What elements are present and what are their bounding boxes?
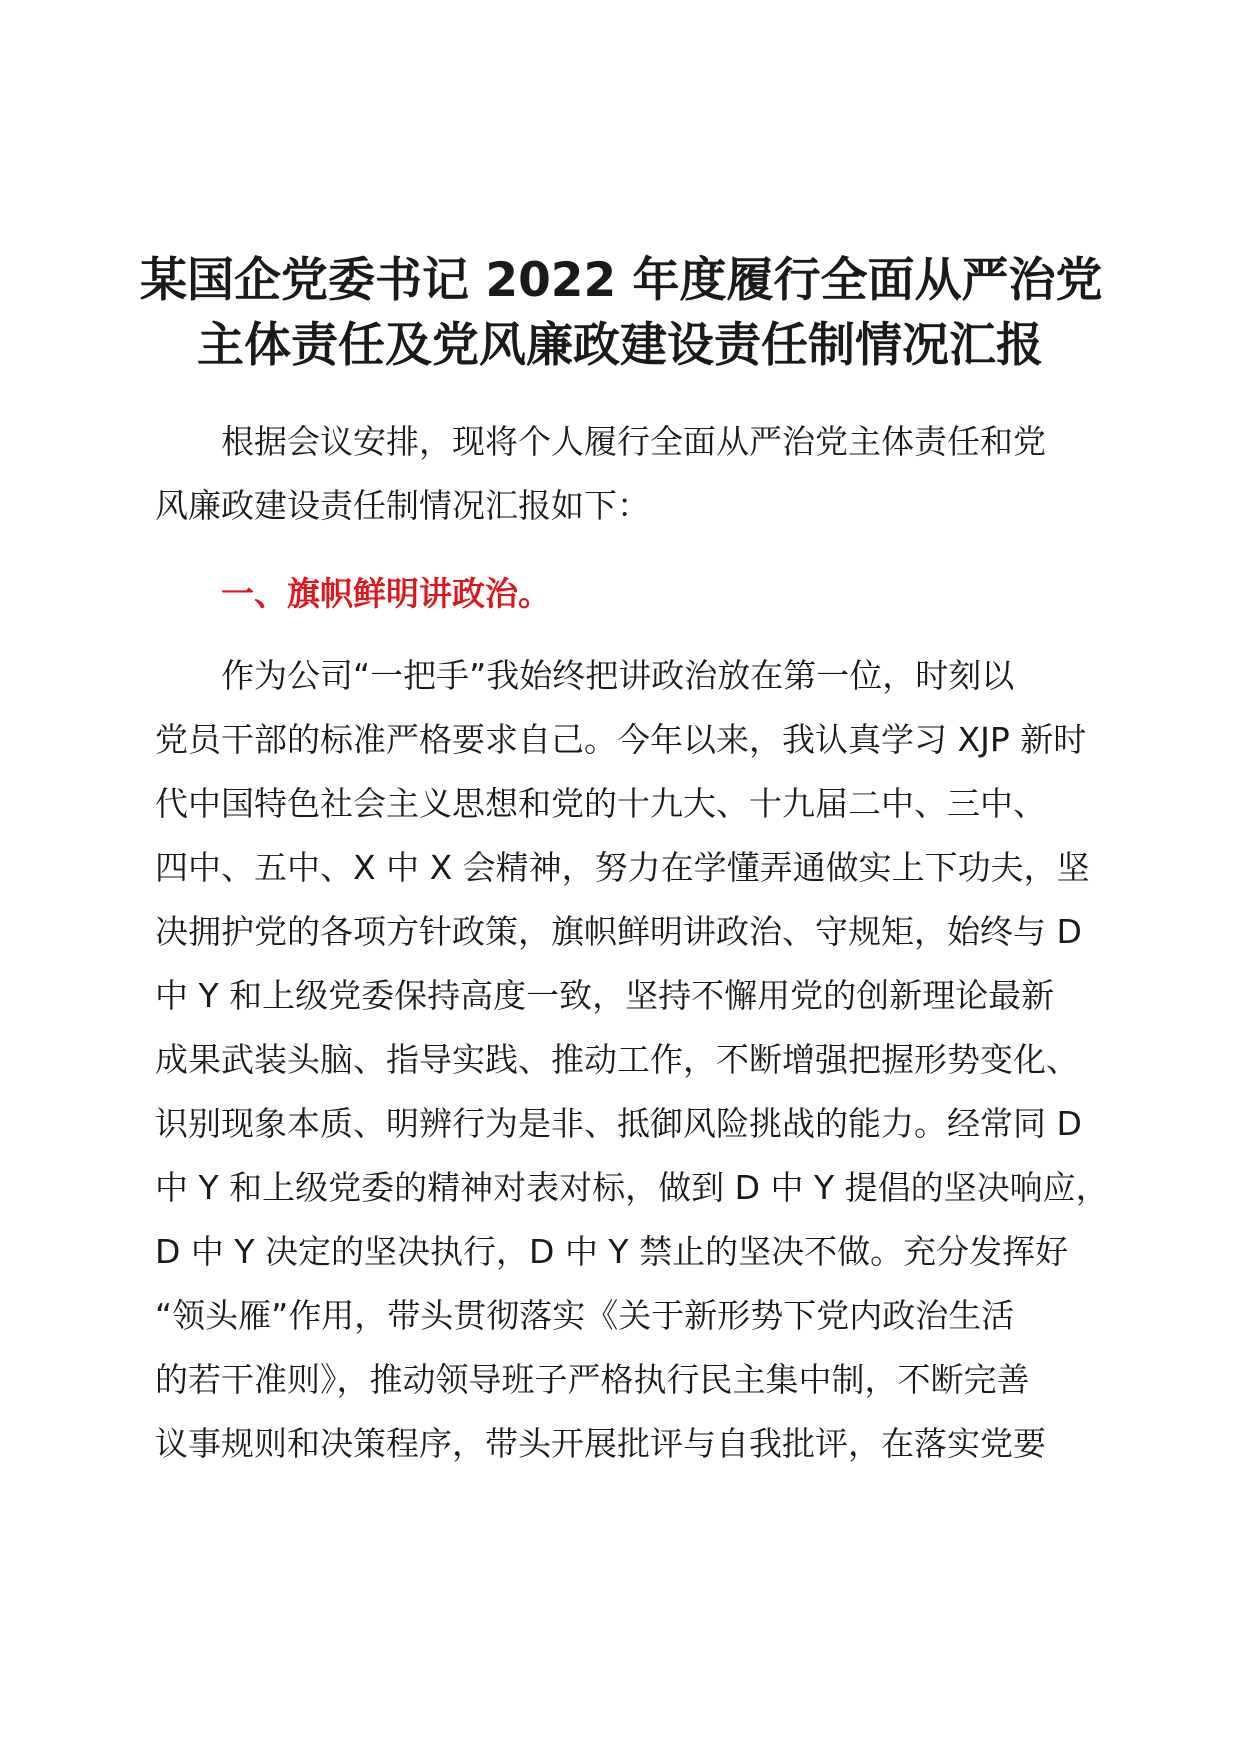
paragraph-line: 作为公司“一把手”我始终把讲政治放在第一位，时刻以 [221,656,1015,695]
paragraph-line: 代中国特色社会主义思想和党的十九大、十九届二中、三中、 [155,784,1046,823]
paragraph-line: 成果武装头脑、指导实践、推动工作，不断增强把握形势变化、 [155,1040,1079,1079]
paragraph-line: 决拥护党的各项方针政策，旗帜鲜明讲政治、守规矩，始终与 D [155,912,1082,951]
body-paragraph [155,644,1109,1476]
intro-line-2: 风廉政建设责任制情况汇报如下： [155,486,650,525]
intro-line-1: 根据会议安排，现将个人履行全面从严治党主体责任和党 [221,422,1046,461]
section-heading: 一、旗帜鲜明讲政治。 [221,574,551,613]
intro-paragraph [155,410,1095,538]
paragraph-line: 中 Y 和上级党委保持高度一致，坚持不懈用党的创新理论最新 [155,976,1055,1015]
paragraph-line: 党员干部的标准严格要求自己。今年以来，我认真学习 XJP 新时 [155,720,1087,759]
title-line-1: 某国企党委书记 2022 年度履行全面从严治党 [140,253,1103,308]
paragraph-line: 议事规则和决策程序，带头开展批评与自我批评，在落实党要 [155,1424,1046,1463]
paragraph-line: 的若干准则》，推动领导班子严格执行民主集中制，不断完善 [155,1360,1030,1399]
paragraph-line: D 中 Y 决定的坚决执行，D 中 Y 禁止的坚决不做。充分发挥好 [155,1232,1069,1271]
document-title [140,248,1103,378]
title-line-2: 主体责任及党风廉政建设责任制情况汇报 [197,318,1043,373]
paragraph-line: 识别现象本质、明辨行为是非、抵御风险挑战的能力。经常同 D [155,1104,1082,1143]
paragraph-line: 中 Y 和上级党委的精神对表对标，做到 D 中 Y 提倡的坚决响应， [155,1168,1109,1207]
paragraph-line: “领头雁”作用，带头贯彻落实《关于新形势下党内政治生活 [155,1296,1015,1335]
paragraph-line: 四中、五中、X 中 X 会精神，努力在学懂弄通做实上下功夫，坚 [155,848,1090,887]
